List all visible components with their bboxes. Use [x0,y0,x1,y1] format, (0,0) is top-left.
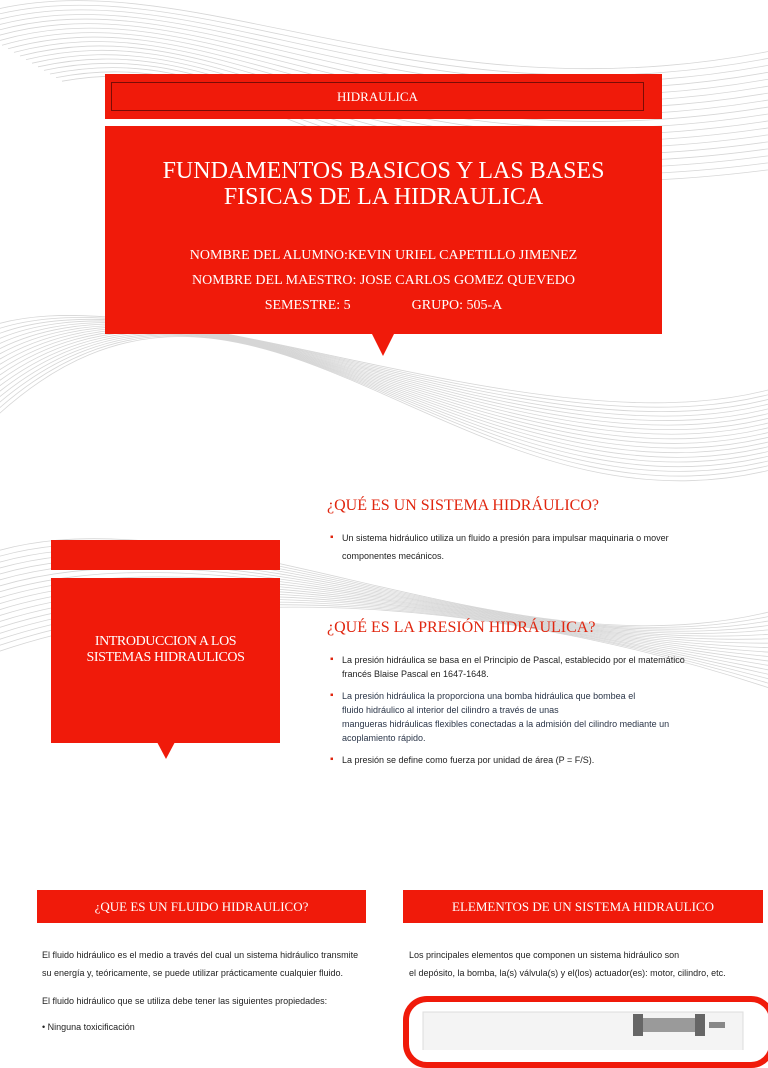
q2-b3-line1: La presión se define como fuerza por unidad de área (P = F/S). [342,755,595,765]
elements-p1-line2: el depósito, la bomba, la(s) válvula(s) y el(los) actuador(es): motor, cilindro, etc. [409,968,726,978]
slide2-pointer-arrow [157,742,175,759]
fluid-p3: • Ninguna toxicificación [42,1022,135,1032]
slide1-title-line2: FISICAS DE LA HIDRAULICA [223,184,544,210]
q1-heading: ¿QUÉ ES UN SISTEMA HIDRÁULICO? [327,497,599,514]
slide1-title-panel [105,126,662,334]
q1-bullet-list [330,531,669,571]
slide1-header-label: HIDRAULICA [111,82,644,111]
list-item [330,689,685,745]
fluid-text [42,946,358,1036]
square-bullet-icon: ▪ [330,754,334,765]
fluid-p1-line2: su energía y, teóricamente, se puede utilizar prácticamente cualquier fluido. [42,968,343,978]
slide2-intro-label [51,634,280,666]
q2-b2-line3: mangueras hidráulicas flexibles conectadas a la admisión del cilindro mediante un [342,719,670,729]
q2-b1-line2: francés Blaise Pascal en 1647-1648. [342,669,489,679]
fluid-heading: ¿QUE ES UN FLUIDO HIDRAULICO? [37,890,366,923]
square-bullet-icon: ▪ [330,532,334,543]
elements-text [409,946,726,982]
q2-b1-line1: La presión hidráulica se basa en el Principio de Pascal, establecido por el matemático [342,655,685,665]
slide1-title-line1: FUNDAMENTOS BASICOS Y LAS BASES [162,158,605,184]
square-bullet-icon: ▪ [330,654,334,665]
group-label: GRUPO: 505-A [411,298,503,313]
semester-group-row [105,298,662,314]
hydraulic-system-image-frame [403,996,768,1068]
q2-b2-line2: fluido hidráulico al interior del cilindro a través de unas [342,705,559,715]
list-item [330,753,685,767]
slide2-intro-line1: INTRODUCCION A LOS [94,634,237,649]
q2-b2-line1: La presión hidráulica la proporciona una bomba hidráulica que bombea el [342,691,636,701]
q2-bullet-list [330,653,685,775]
q1-bullet-line2: componentes mecánicos. [342,551,445,561]
semester-label: SEMESTRE: 5 [264,298,351,313]
q2-heading: ¿QUÉ ES LA PRESIÓN HIDRÁULICA? [327,619,596,636]
hydraulic-cylinder-image [409,1002,757,1050]
slide2-intro-box [51,578,280,743]
student-name: NOMBRE DEL ALUMNO:KEVIN URIEL CAPETILLO JIMENEZ [189,248,578,263]
slide1-title [105,158,662,210]
slide1-header-bar [105,74,662,119]
fluid-p1-line1: El fluido hidráulico es el medio a través del cual un sistema hidráulico transmite [42,950,359,960]
slide2-intro-line2: SISTEMAS HIDRAULICOS [86,650,245,665]
teacher-name: NOMBRE DEL MAESTRO: JOSE CARLOS GOMEZ QUEVEDO [192,273,575,288]
q2-b2-line4: acoplamiento rápido. [342,733,426,743]
square-bullet-icon: ▪ [330,690,334,701]
fluid-p2: El fluido hidráulico que se utiliza debe tener las siguientes propiedades: [42,996,328,1006]
q1-bullet-line1: Un sistema hidráulico utiliza un fluido a presión para impulsar maquinaria o mover [342,533,669,543]
elements-p1-line1: Los principales elementos que componen un sistema hidráulico son [409,950,680,960]
slide2-top-bar [51,540,280,570]
slide1-pointer-arrow [372,334,394,356]
elements-heading: ELEMENTOS DE UN SISTEMA HIDRAULICO [403,890,763,923]
list-item [330,531,669,563]
list-item [330,653,685,681]
